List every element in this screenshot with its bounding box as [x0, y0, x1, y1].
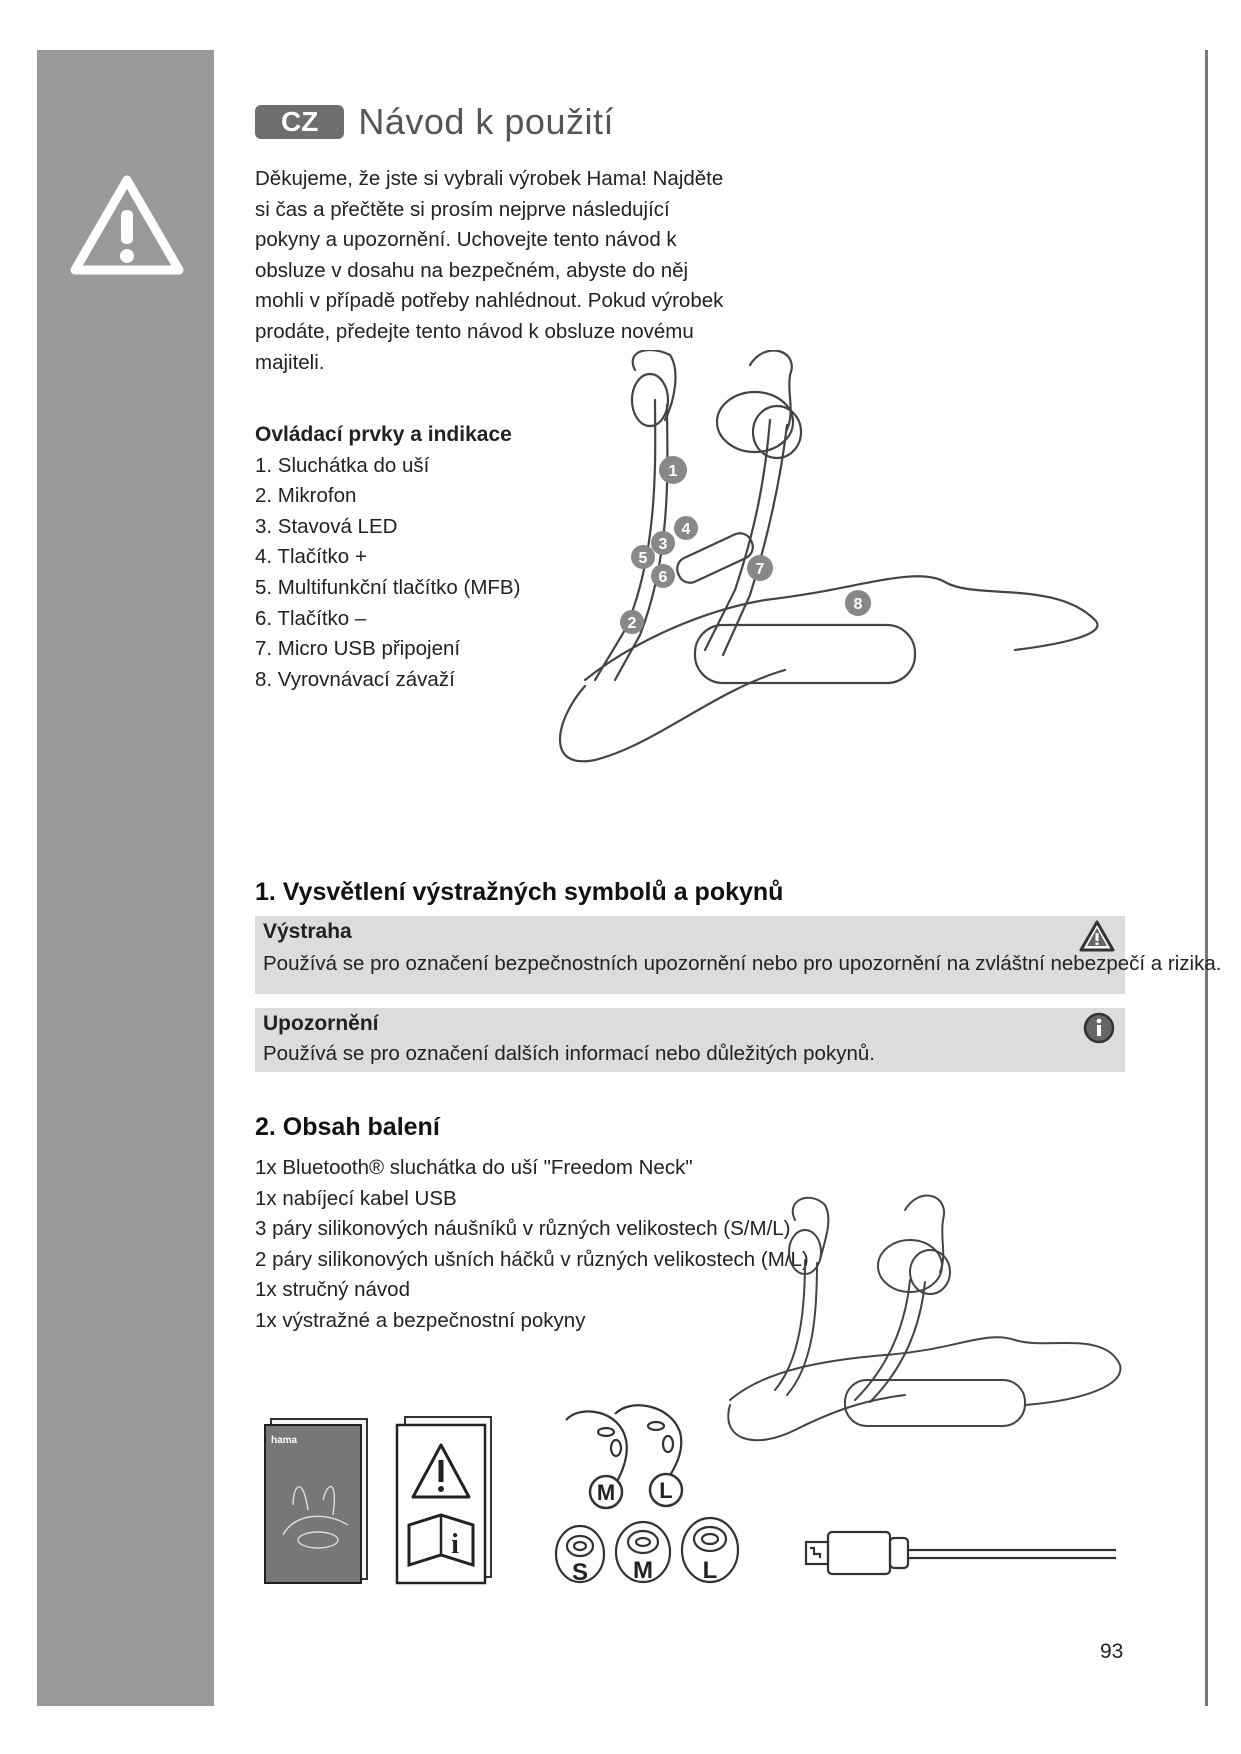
controls-item: 2. Mikrofon	[255, 484, 357, 508]
controls-item: 3. Stavová LED	[255, 514, 398, 538]
controls-list	[255, 451, 555, 696]
notice-box	[255, 1008, 1125, 1072]
controls-section	[255, 420, 555, 695]
safety-sheet-illustration	[395, 1415, 495, 1585]
callout-6: 6	[658, 569, 668, 586]
page-edge-rule	[1205, 50, 1208, 1706]
usb-cable-illustration	[800, 1520, 1120, 1590]
controls-item: 5. Multifunkční tlačítko (MFB)	[255, 575, 521, 599]
hook-size-m: M	[596, 1480, 616, 1505]
page-number: 93	[1100, 1640, 1124, 1663]
warning-text: Používá se pro označení bezpečnostních upozornění nebo pro upozornění na zvláštní nebezpečí a rizika.	[263, 952, 1222, 975]
language-badge: CZ	[255, 105, 344, 139]
controls-item: 7. Micro USB připojení	[255, 637, 461, 661]
warning-box	[255, 916, 1222, 994]
tip-size-m: M	[633, 1557, 653, 1584]
package-item: 2 páry silikonových ušních háčků v různých velikostech (M/L)	[255, 1247, 809, 1271]
package-item: 1x nabíjecí kabel USB	[255, 1186, 457, 1210]
page-title: Návod k použití	[358, 101, 614, 142]
controls-item: 1. Sluchátka do uší	[255, 453, 430, 477]
info-icon	[1083, 1012, 1115, 1044]
notice-title: Upozornění	[263, 1012, 379, 1035]
callout-8: 8	[853, 596, 863, 613]
controls-item: 6. Tlačítko –	[255, 606, 367, 630]
controls-item: 8. Vyrovnávací závaží	[255, 667, 455, 691]
tip-size-l: L	[702, 1557, 718, 1584]
callout-7: 7	[755, 561, 765, 578]
warning-triangle-icon	[67, 172, 187, 278]
svg-text:i: i	[451, 1529, 459, 1560]
controls-item: 4. Tlačítko +	[255, 545, 367, 569]
intro-text: Děkujeme, že jste si vybrali výrobek Hama! Najděte si čas a přečtěte si prosím nejprve následující pokyny a upozornění. Uchovejte tento návod k obsluze v dosahu na bezpečném, abyste do něj mohli v případě potřeby nahlédnout. Pokud výrobek prodáte, předejte tento návod k obsluze novému majiteli.	[255, 167, 724, 374]
callout-2: 2	[627, 615, 637, 632]
package-item: 3 páry silikonových náušníků v různých velikostech (S/M/L)	[255, 1217, 791, 1241]
page-header	[255, 100, 614, 144]
tip-size-s: S	[571, 1559, 589, 1586]
headset-diagram	[555, 350, 1115, 790]
callout-1: 1	[668, 463, 678, 480]
warning-title: Výstraha	[263, 920, 352, 943]
callout-5: 5	[638, 550, 648, 567]
package-item: 1x Bluetooth® sluchátka do uší "Freedom Neck"	[255, 1156, 693, 1179]
package-item: 1x výstražné a bezpečnostní pokyny	[255, 1308, 586, 1332]
headset-illustration	[725, 1160, 1125, 1460]
ear-tips-illustration	[550, 1512, 750, 1592]
package-item: 1x stručný návod	[255, 1278, 410, 1302]
section2-title: 2. Obsah balení	[255, 1113, 440, 1141]
notice-text: Používá se pro označení dalších informací nebo důležitých pokynů.	[263, 1042, 875, 1065]
warning-icon	[1079, 920, 1115, 952]
controls-heading: Ovládací prvky a indikace	[255, 423, 512, 446]
manual-brand: hama	[271, 1435, 298, 1446]
section1-title: 1. Vysvětlení výstražných symbolů a pokynů	[255, 878, 784, 906]
callout-3: 3	[658, 536, 668, 553]
callout-4: 4	[681, 521, 691, 538]
hook-size-l: L	[659, 1478, 673, 1503]
quick-guide-illustration	[263, 1415, 373, 1585]
ear-hooks-illustration	[560, 1400, 700, 1510]
sidebar	[37, 50, 214, 1706]
